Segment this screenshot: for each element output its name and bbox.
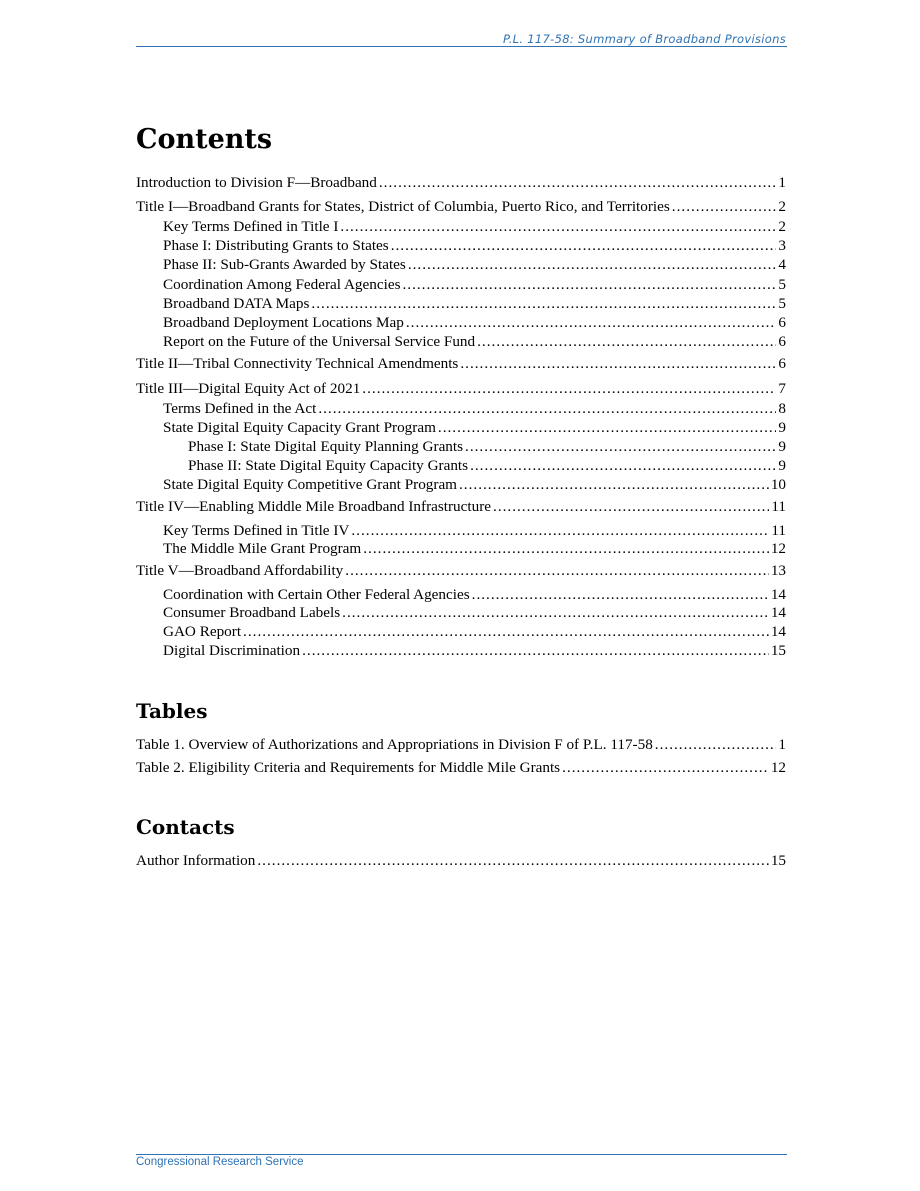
toc-entry[interactable]: Introduction to Division F—Broadband ..... 1 [136,174,786,192]
header-rule [136,46,787,47]
toc-entry[interactable]: Terms Defined in the Act ..... 8 [163,400,786,418]
toc-entry[interactable]: Title III—Digital Equity Act of 2021 ..... 7 [136,380,786,398]
toc-entry[interactable]: Title II—Tribal Connectivity Technical Amendments ..... 6 [136,355,786,373]
toc-entry[interactable]: Broadband DATA Maps ..... 5 [163,295,786,313]
toc-entry[interactable]: Phase II: State Digital Equity Capacity Grants ..... 9 [188,457,786,475]
toc-entry[interactable]: Key Terms Defined in Title IV ..... 11 [163,522,786,540]
contacts-heading: Contacts [136,815,235,839]
toc-entry[interactable]: Title I—Broadband Grants for States, District of Columbia, Puerto Rico, and Territories ..... 2 [136,198,786,216]
toc-entry[interactable]: State Digital Equity Capacity Grant Program ..... 9 [163,419,786,437]
toc-entry[interactable]: Phase I: Distributing Grants to States ..... 3 [163,237,786,255]
toc-entry[interactable]: Table 1. Overview of Authorizations and Appropriations in Division F of P.L. 117-58 ..... 1 [136,736,786,754]
toc-entry[interactable]: Report on the Future of the Universal Service Fund ..... 6 [163,333,786,351]
toc-entry[interactable]: Coordination Among Federal Agencies ..... 5 [163,276,786,294]
toc-entry[interactable]: Phase I: State Digital Equity Planning Grants ..... 9 [188,438,786,456]
toc-entry[interactable]: Coordination with Certain Other Federal Agencies ..... 14 [163,586,786,604]
toc-entry[interactable]: Title IV—Enabling Middle Mile Broadband Infrastructure ..... 11 [136,498,786,516]
toc-entry[interactable]: Table 2. Eligibility Criteria and Requirements for Middle Mile Grants ..... 12 [136,759,786,777]
running-header: P.L. 117-58: Summary of Broadband Provisions [503,32,786,46]
tables-heading: Tables [136,699,208,723]
toc-entry[interactable]: Phase II: Sub-Grants Awarded by States ..... 4 [163,256,786,274]
toc-entry[interactable]: GAO Report ..... 14 [163,623,786,641]
toc-entry[interactable]: Digital Discrimination ..... 15 [163,642,786,660]
toc-entry[interactable]: Title V—Broadband Affordability ..... 13 [136,562,786,580]
toc-entry[interactable]: Broadband Deployment Locations Map ..... 6 [163,314,786,332]
contents-heading: Contents [136,124,273,155]
footer-rule [136,1154,787,1155]
running-footer: Congressional Research Service [136,1156,304,1168]
toc-entry[interactable]: The Middle Mile Grant Program ..... 12 [163,540,786,558]
toc-entry[interactable]: State Digital Equity Competitive Grant Program ..... 10 [163,476,786,494]
toc-entry[interactable]: Consumer Broadband Labels ..... 14 [163,604,786,622]
toc-entry[interactable]: Author Information ..... 15 [136,852,786,870]
toc-entry[interactable]: Key Terms Defined in Title I ..... 2 [163,218,786,236]
